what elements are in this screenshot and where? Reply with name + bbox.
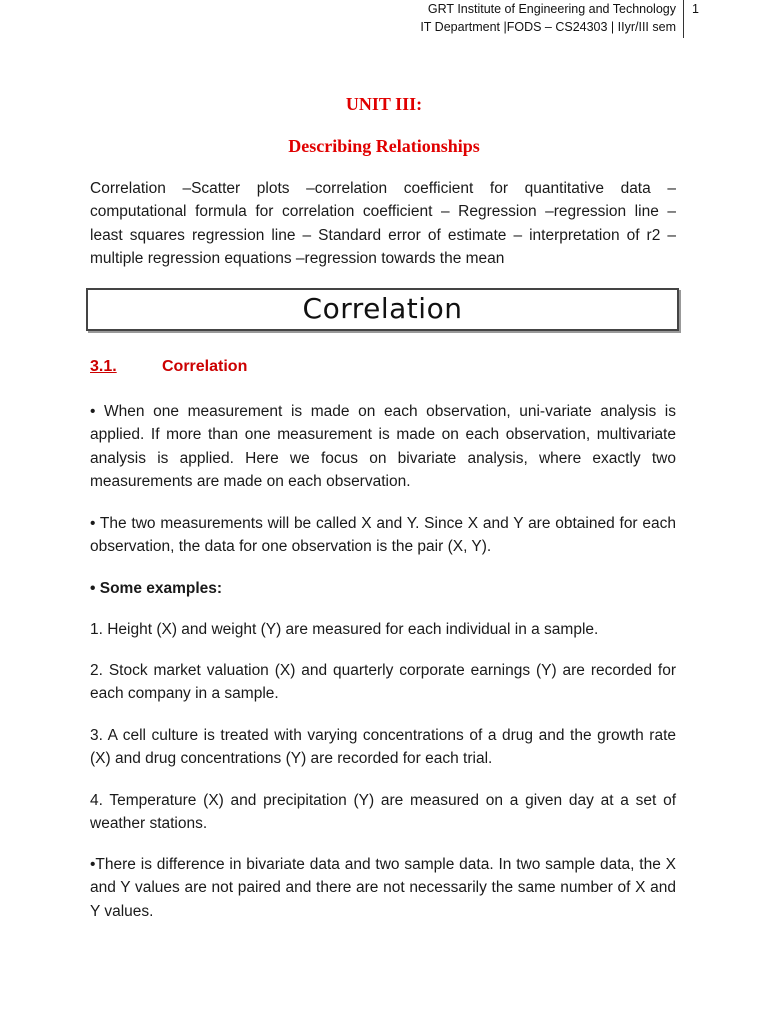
page-number: 1 [692,2,699,16]
unit-title: UNIT III: [345,94,423,114]
syllabus-line: computational formula for correlation coefficient – Regression –regression line – [90,203,676,221]
syllabus-line: multiple regression equations –regression towards the mean [90,249,505,267]
boxed-heading [86,288,679,331]
paragraph-univariate: • When one measurement is made on each observation, uni-variate analysis is applied. If more than one measurement is made on each observation, multivariate analysis is applied. Here we focus on bivariate analysis, where exactly two measurements are made on each observation. [90,403,676,490]
syllabus-line: least squares regression line – Standard error of estimate – interpretation of r2 – [90,226,676,244]
paragraph-xy-pair: • The two measurements will be called X and Y. Since X and Y are obtained for each observation, the data for one observation is the pair (X, Y). [90,515,676,556]
syllabus-text [90,177,676,270]
boxed-heading-text: Correlation [302,292,463,325]
paragraph-two-sample: •There is difference in bivariate data and two sample data. In two sample data, the X and Y values are not paired and there are not necessarily the same number of X and Y values. [90,856,676,920]
syllabus-line: Correlation –Scatter plots –correlation coefficient for quantitative data – [90,180,676,197]
example-2: 2. Stock market valuation (X) and quarterly corporate earnings (Y) are recorded for each company in a sample. [90,662,676,703]
example-1: 1. Height (X) and weight (Y) are measured for each individual in a sample. [90,621,599,638]
section-title: Correlation [162,358,248,375]
department-line: IT Department |FODS – CS24303 | IIyr/III sem [420,20,676,34]
section-number: 3.1. [90,358,117,375]
unit-subtitle: Describing Relationships [288,136,480,156]
section-heading [90,358,247,376]
institute-name: GRT Institute of Engineering and Technology [427,2,676,16]
example-3: 3. A cell culture is treated with varying concentrations of a drug and the growth rate (X) and drug concentrations (Y) are recorded for each trial. [90,727,676,768]
example-4: 4. Temperature (X) and precipitation (Y) are measured on a given day at a set of weather stations. [90,792,676,833]
examples-label: • Some examples: [90,580,223,597]
page-header [420,0,684,38]
